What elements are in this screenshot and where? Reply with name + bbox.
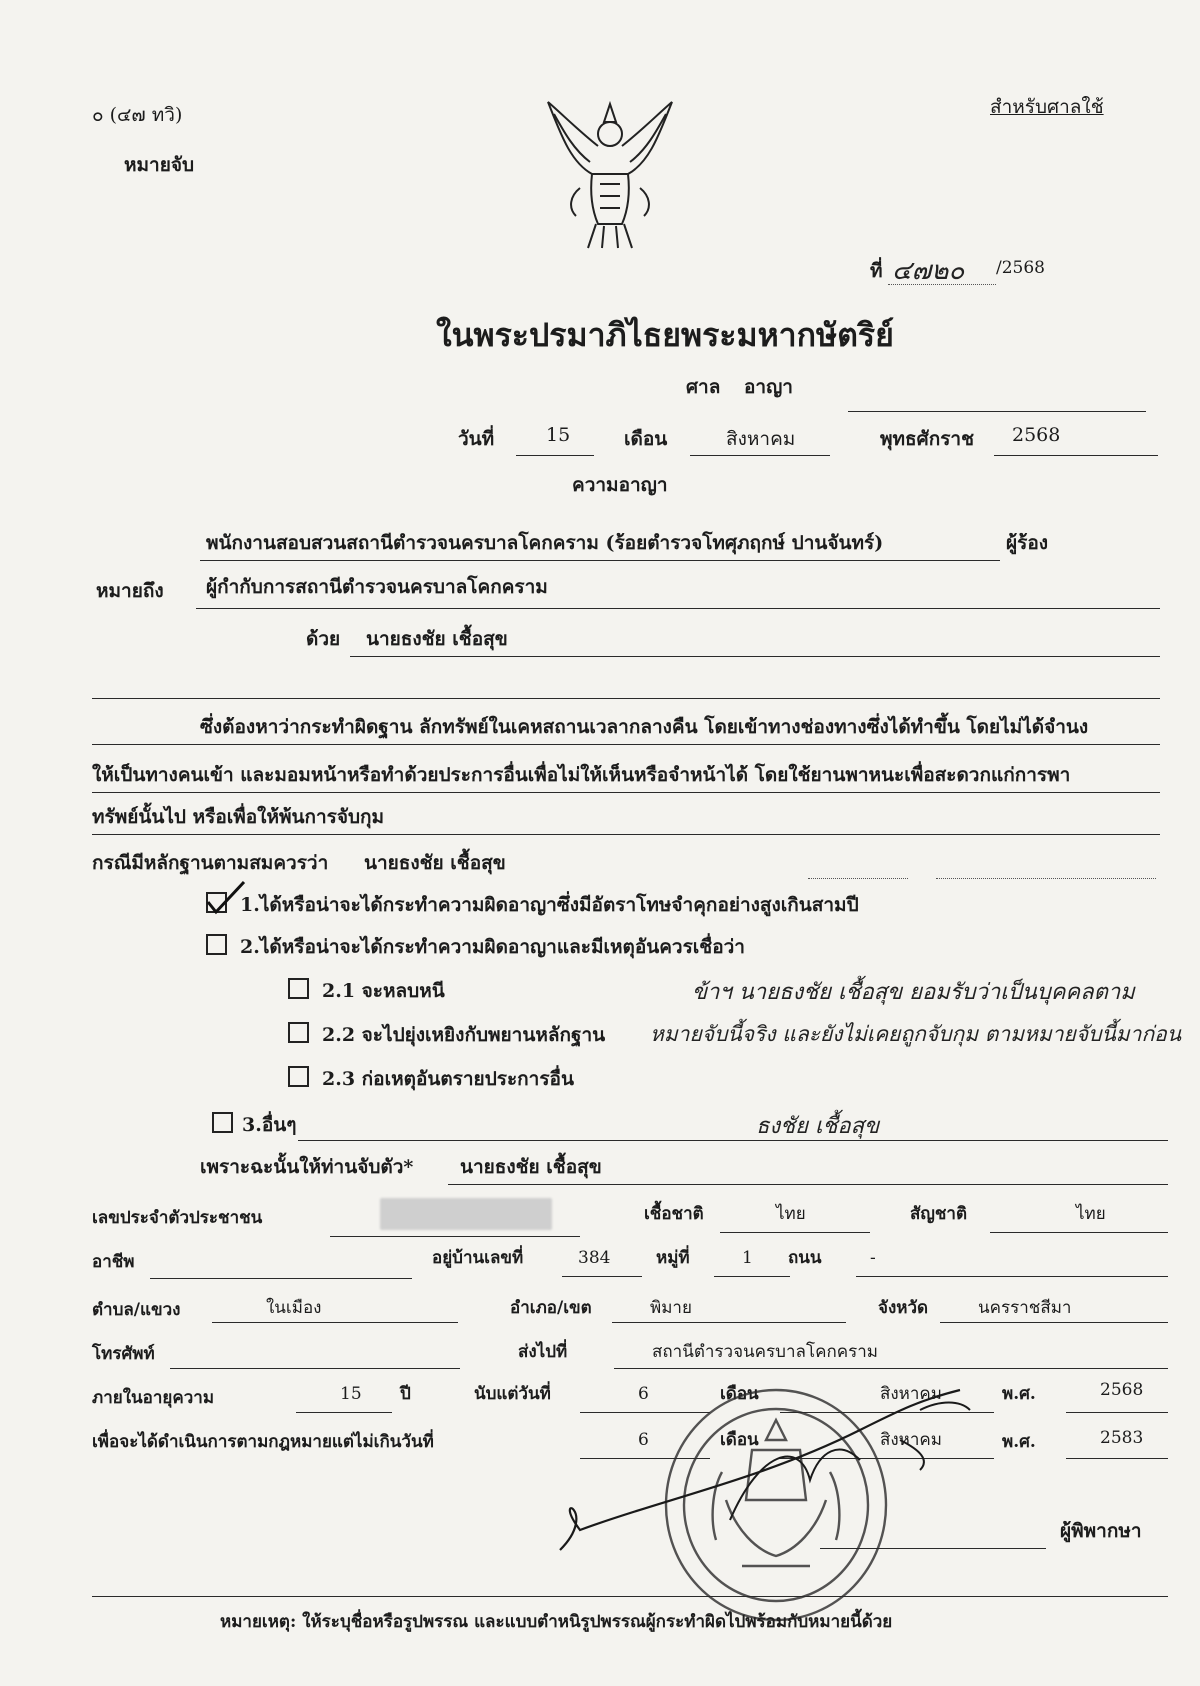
day-label: วันที่ [458,428,495,450]
case-no-line [888,284,996,285]
year-line [994,455,1158,456]
ground-2-2-checkbox[interactable] [288,1022,309,1043]
warrant-to-value: ผู้กำกับการสถานีตำรวจนครบาลโคกคราม [206,576,548,598]
handwritten-line-2: หมายจับนี้จริง และยังไม่เคยถูกจับกุม ตามหมายจับนี้มาก่อน [650,1022,1182,1046]
ground-2-1: 2.1 จะหลบหนี [322,980,445,1002]
ground-2-3: 2.3 ก่อเหตุอันตรายประการอื่น [322,1068,574,1090]
month-label: เดือน [624,428,668,450]
ground-2-2: 2.2 จะไปยุ่งเหยิงกับพยานหลักฐาน [322,1024,606,1046]
house-no-value: 384 [578,1248,611,1268]
form-code: ๐ (๔๗ ทวิ) [92,104,183,126]
house-no-label: อยู่บ้านเลขที่ [432,1248,524,1268]
ground-2: 2.ได้หรือน่าจะได้กระทำความผิดอาญาและมีเหตุอันควรเชื่อว่า [240,936,745,958]
send-to-value: สถานีตำรวจนครบาลโคกคราม [652,1342,878,1362]
road-value: - [870,1248,876,1268]
subdistrict-label: ตำบล/แขวง [92,1300,181,1320]
separator-line [92,698,1160,699]
signature-line [820,1548,1046,1549]
within-label: ภายในอายุความ [92,1388,215,1408]
royal-title: ในพระปรมาภิไธยพระมหากษัตริย์ [436,316,894,354]
id-line [330,1236,580,1237]
offense-rule-1 [92,744,1160,745]
province-line [940,1322,1168,1323]
with-value: นายธงชัย เชื้อสุข [366,628,508,650]
until-month: สิงหาคม [880,1430,943,1450]
arrest-order-line [448,1184,1168,1185]
from-day: 6 [638,1384,649,1404]
phone-label: โทรศัพท์ [92,1344,155,1364]
offense-line-1: ซึ่งต้องหาว่ากระทำผิดฐาน ลักทรัพย์ในเคหสถานเวลากลางคืน โดยเข้าทางช่องทางซึ่งได้ทำขึ้น โดยไม่ได้จำนง [200,716,1089,738]
handwritten-line-1: ข้าฯ นายธงชัย เชื้อสุข ยอมรับว่าเป็นบุคคลตาม [692,980,1135,1005]
form-name: หมายจับ [124,154,195,176]
petitioner: พนักงานสอบสวนสถานีตำรวจนครบาลโคกคราม (ร้อยตำรวจโทศุภฤกษ์ ปานจันทร์) [206,532,884,554]
redacted-id [380,1198,552,1230]
district-value: พิมาย [650,1298,692,1318]
petitioner-role: ผู้ร้อง [1006,532,1049,554]
district-label: อำเภอ/เขต [510,1298,592,1318]
race-label: เชื้อชาติ [644,1204,704,1224]
garuda-emblem [540,92,680,252]
nationality-value: ไทย [1076,1204,1106,1224]
case-no: ๔๗๒๐ [892,256,965,286]
footer-rule [92,1596,1168,1597]
offense-line-2: ให้เป็นทางคนเข้า และมอมหน้าหรือทำด้วยประการอื่นเพื่อไม่ให้เห็นหรือจำหน้าได้ โดยใช้ยานพาหนะเพื่อสะดวกแก่การพา [92,764,1071,786]
send-to-line [614,1368,1168,1369]
occupation-label: อาชีพ [92,1252,135,1272]
subdistrict-line [212,1322,458,1323]
warrant-to-line [196,608,1160,609]
offense-rule-2 [92,792,1160,793]
race-value: ไทย [776,1204,806,1224]
id-label: เลขประจำตัวประชาชน [92,1208,263,1228]
case-no-label: ที่ [870,260,883,282]
ground-2-3-checkbox[interactable] [288,1066,309,1087]
court-line [848,411,1146,412]
arrest-order-label: เพราะฉะนั้นให้ท่านจับตัว* [200,1156,414,1178]
year-label: พุทธศักราช [880,428,974,450]
evidence-dot-1 [808,878,908,879]
judge-signature [540,1370,1020,1570]
ground-2-checkbox[interactable] [206,934,227,955]
with-line [350,656,1160,657]
month-line [690,455,830,456]
road-label: ถนน [788,1248,822,1268]
race-line [720,1232,870,1233]
judge-role: ผู้พิพากษา [1060,1520,1142,1542]
from-year-line [1066,1412,1168,1413]
ground-3-checkbox[interactable] [212,1112,233,1133]
day-line [516,455,594,456]
until-label: เพื่อจะได้ดำเนินการตามกฎหมายแต่ไม่เกินวันที่ [92,1432,434,1452]
house-no-line [562,1276,642,1277]
until-month-label: เดือน [720,1430,759,1450]
until-be-label: พ.ศ. [1002,1432,1036,1452]
occupation-line [150,1278,412,1279]
footer-note: หมายเหตุ: ให้ระบุชื่อหรือรูปพรรณ และแบบตำหนิรูปพรรณผู้กระทำผิดไปพร้อมกับหมายนี้ด้วย [220,1612,893,1632]
year-value: 2568 [1012,424,1061,446]
evidence-dot-2 [936,878,1156,879]
send-to-label: ส่งไปที่ [518,1342,568,1362]
year-unit: ปี [400,1384,411,1404]
case-year: /2568 [996,258,1045,278]
evidence-name: นายธงชัย เชื้อสุข [364,852,506,874]
day-value: 15 [546,424,571,446]
court-use-label: สำหรับศาลใช้ [990,96,1104,118]
nationality-label: สัญชาติ [910,1204,967,1224]
from-label: นับแต่วันที่ [474,1384,551,1404]
ground-3: 3.อื่นๆ [242,1114,297,1136]
province-value: นครราชสีมา [978,1298,1072,1318]
from-month: สิงหาคม [880,1384,943,1404]
from-be-label: พ.ศ. [1002,1384,1036,1404]
offense-line-3: ทรัพย์นั้นไป หรือเพื่อให้พ้นการจับกุม [92,806,385,828]
years-value: 15 [340,1384,362,1404]
court-name: อาญา [744,376,793,398]
until-day: 6 [638,1430,649,1450]
evidence-text: กรณีมีหลักฐานตามสมควรว่า [92,852,329,874]
ground-2-1-checkbox[interactable] [288,978,309,999]
ground-1: 1.ได้หรือน่าจะได้กระทำความผิดอาญาซึ่งมีอัตราโทษจำคุกอย่างสูงเกินสามปี [240,894,859,916]
warrant-to-label: หมายถึง [96,580,164,602]
month-value: สิงหาคม [726,428,796,450]
moo-line [714,1276,790,1277]
phone-line [170,1368,460,1369]
ground-3-line [298,1140,1168,1141]
road-line [856,1276,1168,1277]
subdistrict-value: ในเมือง [266,1298,322,1318]
years-line [296,1412,392,1413]
until-year: 2583 [1100,1428,1144,1448]
arrest-order-name: นายธงชัย เชื้อสุข [460,1156,602,1178]
court-label: ศาล [686,376,721,398]
until-year-line [1066,1458,1168,1459]
moo-label: หมู่ที่ [656,1248,690,1268]
with-label: ด้วย [306,628,341,650]
case-type: ความอาญา [572,474,668,496]
offense-rule-3 [92,834,1160,835]
handwritten-signature: ธงชัย เชื้อสุข [756,1114,880,1139]
province-label: จังหวัด [878,1298,929,1318]
nationality-line [990,1232,1168,1233]
district-line [612,1322,846,1323]
petitioner-line [200,560,1000,561]
from-year: 2568 [1100,1380,1144,1400]
moo-value: 1 [742,1248,753,1268]
from-month-label: เดือน [720,1384,759,1404]
